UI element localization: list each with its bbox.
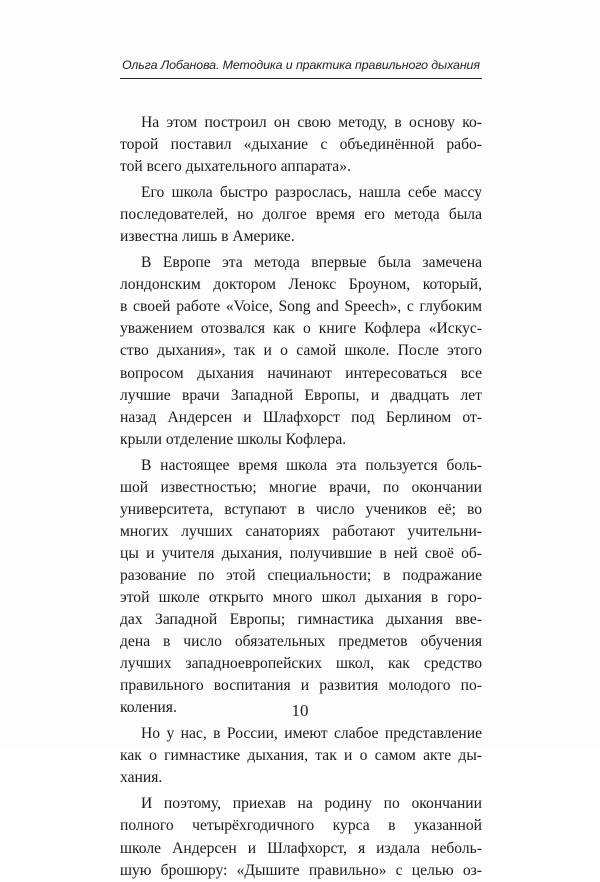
paragraph: [120, 455, 482, 720]
running-header: Ольга Лобанова. Методика и практика правильного дыхания: [122, 58, 480, 72]
text-line: уважением отозвался как о книге Кофлера «Искус-: [120, 320, 482, 338]
text-line: дах Западной Европы; гимнастика дыхания вве-: [120, 611, 482, 629]
text-line: коления.: [120, 699, 177, 717]
text-line: назад Андерсен и Шлафхорст под Берлином от-: [120, 408, 482, 426]
text-line: шой известностью; многие врачи, по окончании: [120, 478, 482, 496]
text-line: хания.: [120, 769, 163, 787]
text-line: полного четырёхгодичного курса в указанной: [120, 817, 482, 835]
body-text: [120, 112, 482, 882]
page-number: 10: [291, 701, 309, 720]
text-line: школе Андерсен и Шлафхорст, я издала неболь-: [120, 839, 482, 857]
text-line: крыли отделение школы Кофлера.: [120, 430, 347, 448]
text-line: разование по этой специальности; в подражание: [120, 566, 482, 584]
text-line: как о гимнастике дыхания, так и о самом акте ды-: [120, 747, 482, 765]
text-line: Его школа быстро разрослась, нашла себе массу: [141, 184, 482, 202]
text-line: лондонским доктором Ленокс Броуном, который,: [120, 276, 482, 294]
text-line: многих лучших санаториях работают учительни-: [120, 522, 482, 540]
text-line: известна лишь в Америке.: [120, 228, 295, 246]
text-line: торой поставил «дыхание с объединённой рабо-: [120, 136, 482, 154]
text-line: той всего дыхательного аппарата».: [120, 158, 351, 176]
text-line: И поэтому, приехав на родину по окончании: [141, 795, 482, 813]
text-line: этой школе открыто много школ дыхания в горо-: [120, 588, 482, 606]
text-line: Но у нас, в России, имеют слабое представление: [141, 725, 482, 743]
paragraph: [120, 112, 482, 178]
text-line: дена в число обязательных предметов обучения: [120, 633, 482, 651]
text-line: университета, вступают в число учеников её; во: [120, 500, 482, 518]
text-line: последователей, но долгое время его метода была: [120, 206, 482, 224]
text-line: вопросом дыхания начинают интересоваться все: [120, 364, 482, 382]
paragraph: [120, 182, 482, 248]
text-line: лучшие врачи Западной Европы, и двадцать лет: [120, 386, 482, 404]
text-line: В Европе эта метода впервые была замечена: [141, 254, 482, 272]
text-line: шую брошюру: «Дышите правильно» с целью оз-: [120, 861, 482, 879]
text-line: лучших западноевропейских школ, как средство: [120, 655, 482, 673]
text-line: правильного воспитания и развития молодого по-: [120, 677, 482, 695]
text-line: в своей работе «Voice, Song and Speech», с глубоким: [120, 298, 482, 316]
header-rule: [120, 78, 482, 79]
paragraph: [120, 723, 482, 789]
text-line: На этом построил он свою методу, в основу ко-: [141, 114, 482, 131]
text-line: ство дыхания», так и о самой школе. После этого: [120, 342, 482, 360]
paragraph: [120, 793, 482, 881]
text-line: В настоящее время школа эта пользуется боль-: [141, 456, 482, 474]
text-line: цы и учителя дыхания, получившие в ней своё об-: [120, 544, 482, 562]
paragraph: [120, 252, 482, 450]
